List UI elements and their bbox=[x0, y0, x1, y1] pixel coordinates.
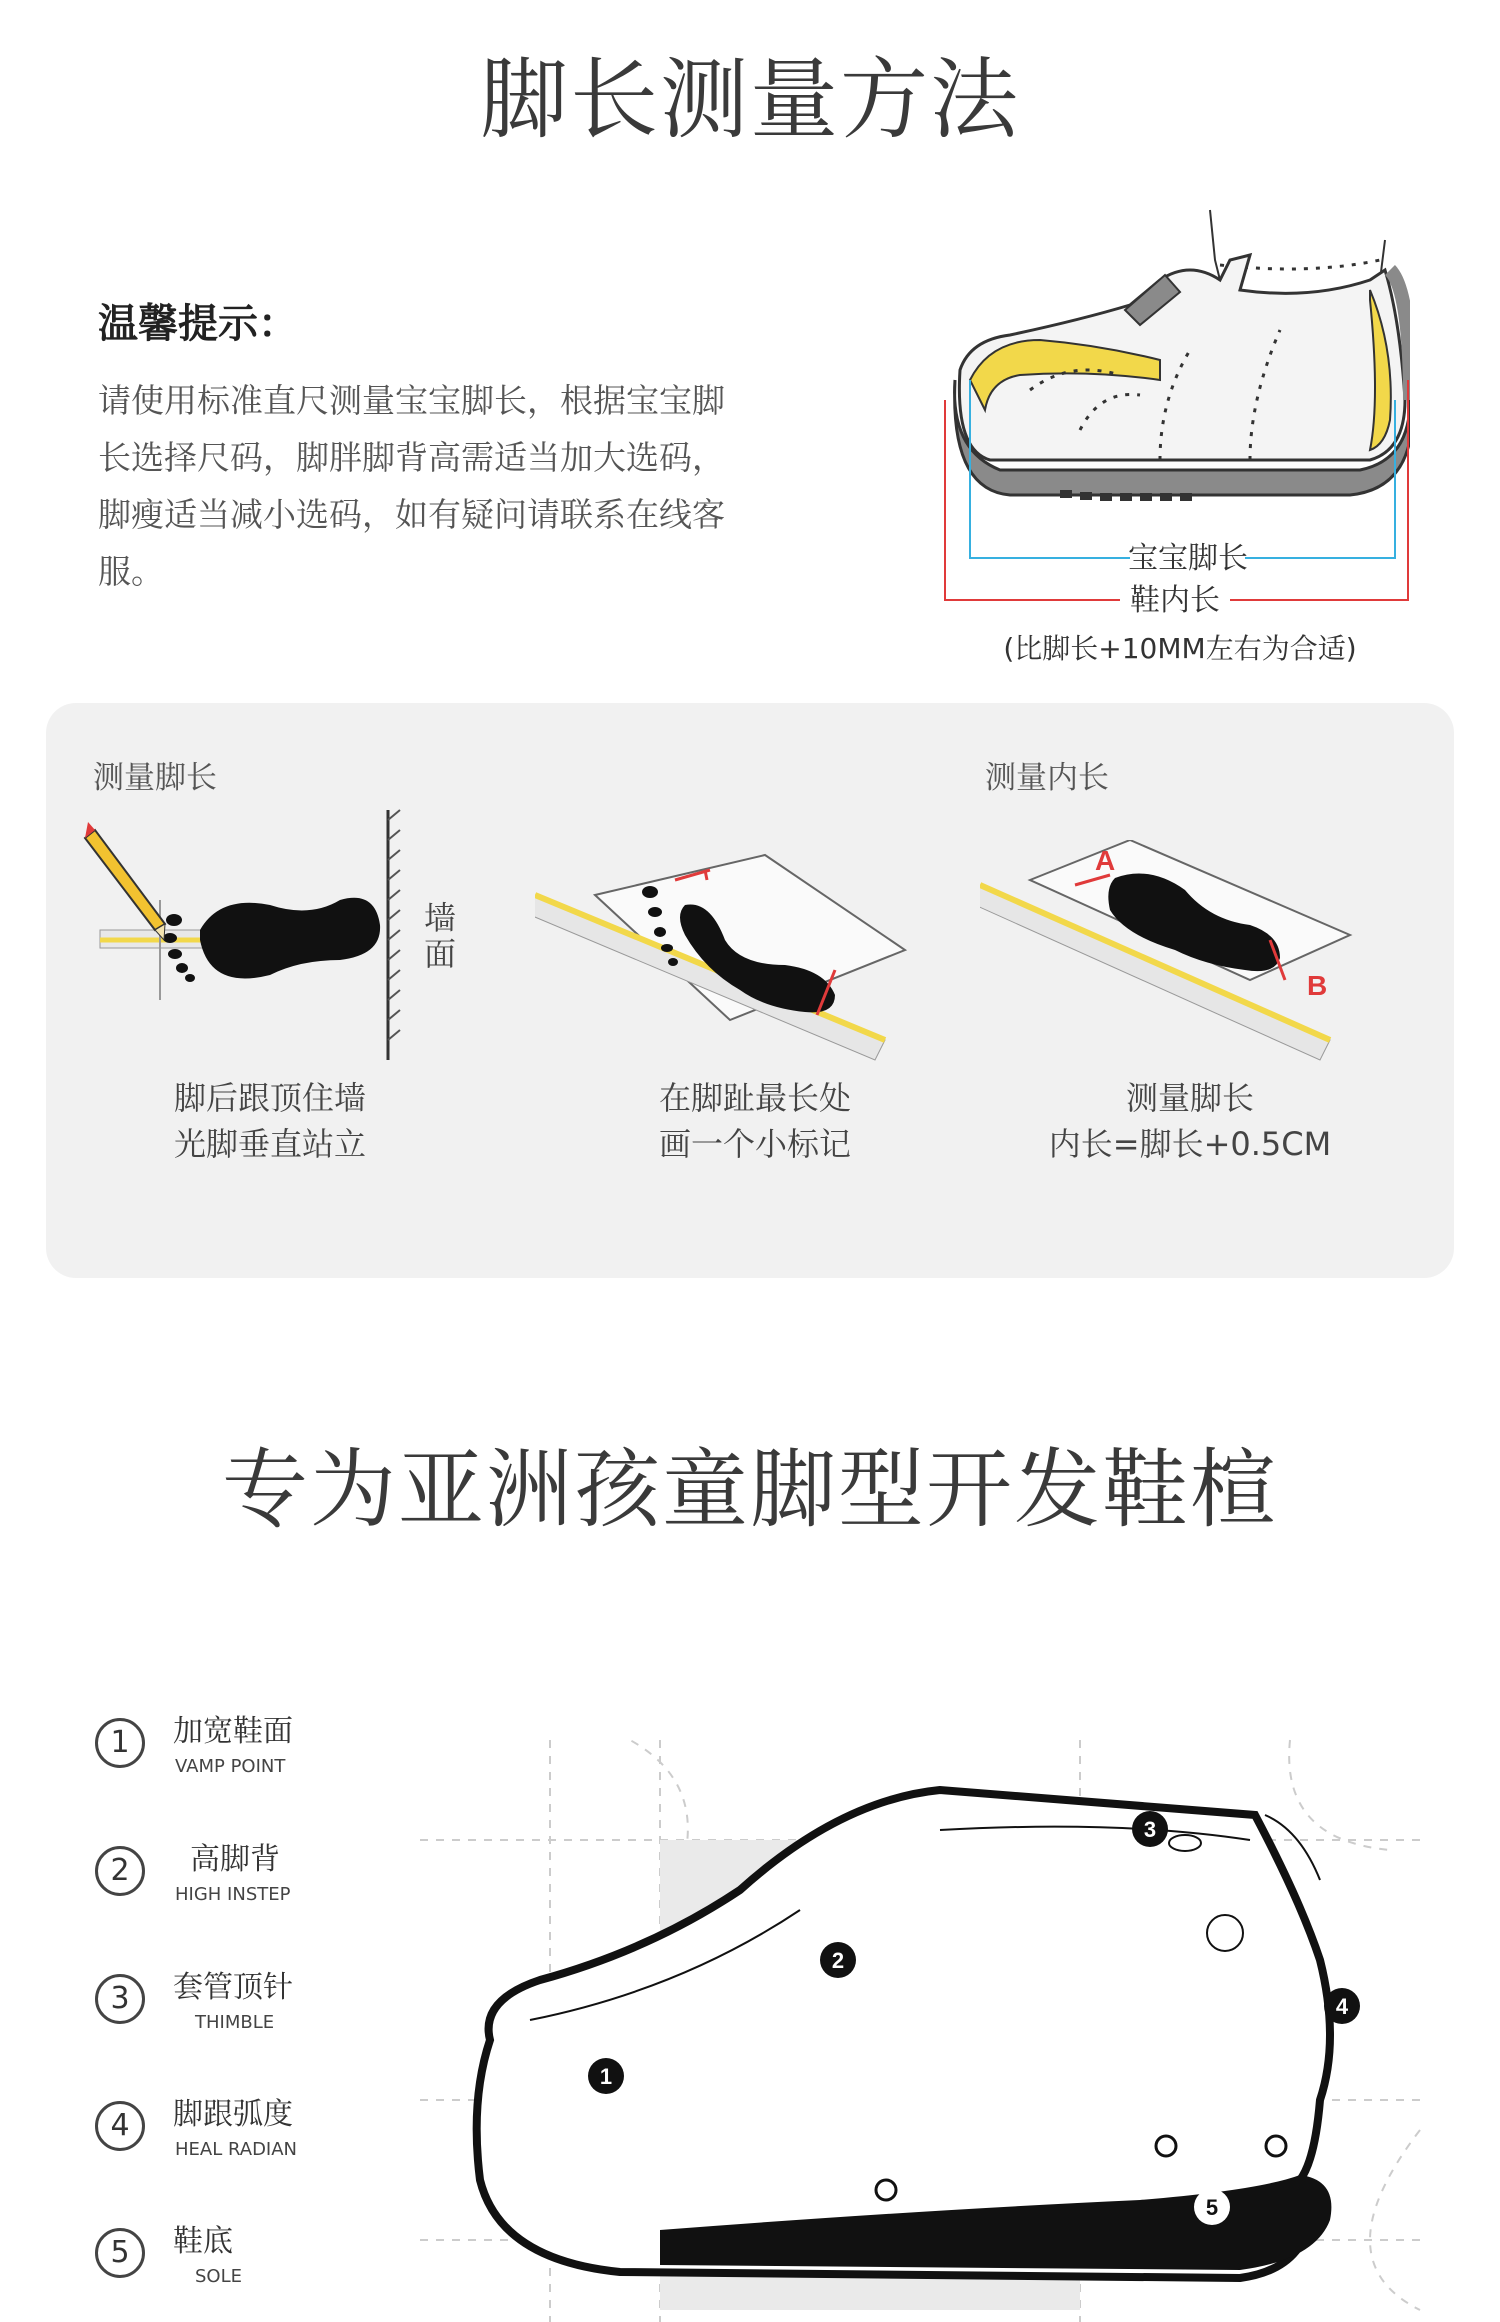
caption-line: 画一个小标记 bbox=[658, 1125, 851, 1163]
wall-label-char: 面 bbox=[424, 935, 457, 973]
mark-a-label: A bbox=[1095, 845, 1116, 876]
feature-name-en: HIGH INSTEP bbox=[175, 1884, 291, 1905]
tip-line: 服。 bbox=[98, 552, 164, 591]
feature-number: 3 bbox=[95, 1974, 145, 2024]
feature-name: 高脚背 bbox=[190, 1842, 280, 1877]
wall-label bbox=[424, 900, 458, 972]
feature-name: 加宽鞋面 bbox=[173, 1714, 293, 1749]
tip-heading: 温馨提示： bbox=[98, 301, 298, 347]
feature-item bbox=[95, 2083, 455, 2193]
step3-illustration bbox=[980, 840, 1360, 1070]
feature-name-en: VAMP POINT bbox=[175, 1756, 286, 1777]
marker-3-label: 3 bbox=[1143, 1817, 1157, 1842]
baby-foot-length-label: 宝宝脚长 bbox=[1128, 541, 1248, 576]
measure-inner-label: 测量内长 bbox=[985, 760, 1109, 796]
step3-caption bbox=[1010, 1075, 1370, 1167]
step1-caption bbox=[120, 1075, 420, 1167]
tip-line: 请使用标准直尺测量宝宝脚长，根据宝宝脚 bbox=[98, 381, 725, 420]
caption-line: 测量脚长 bbox=[1125, 1079, 1254, 1117]
feature-name-en: THIMBLE bbox=[195, 2012, 275, 2033]
step1-illustration bbox=[70, 800, 420, 1070]
caption-line: 内长=脚长+0.5CM bbox=[1048, 1125, 1332, 1163]
feature-number: 2 bbox=[95, 1846, 145, 1896]
tip-line: 脚瘦适当减小选码，如有疑问请联系在线客 bbox=[98, 495, 725, 534]
fit-note: (比脚长+10MM左右为合适) bbox=[1003, 632, 1357, 665]
feature-item bbox=[95, 1700, 455, 1810]
marker-1-label: 1 bbox=[599, 2064, 613, 2089]
feature-number: 1 bbox=[95, 1718, 145, 1768]
caption-line: 在脚趾最长处 bbox=[658, 1079, 851, 1117]
step2-caption bbox=[605, 1075, 905, 1167]
tip-line: 长选择尺码，脚胖脚背高需适当加大选码， bbox=[98, 438, 725, 477]
step2-illustration bbox=[535, 840, 915, 1070]
feature-name-en: SOLE bbox=[195, 2266, 242, 2287]
feature-name: 脚跟弧度 bbox=[173, 2097, 293, 2132]
feature-name: 鞋底 bbox=[173, 2224, 233, 2259]
inner-length-label: 鞋内长 bbox=[1130, 583, 1220, 618]
wall-label-char: 墙 bbox=[424, 899, 457, 937]
marker-4-label: 4 bbox=[1335, 1994, 1349, 2019]
feature-item bbox=[95, 2210, 455, 2320]
feature-name: 套管顶针 bbox=[173, 1970, 293, 2005]
shoe-measure-illustration bbox=[930, 200, 1410, 680]
feature-item bbox=[95, 1956, 455, 2066]
section-title: 专为亚洲孩童脚型开发鞋楦 bbox=[222, 1440, 1278, 1540]
tip-body bbox=[98, 372, 838, 600]
shoe-last-illustration bbox=[420, 1700, 1500, 2322]
feature-number: 5 bbox=[95, 2228, 145, 2278]
mark-b-label: B bbox=[1307, 970, 1328, 1001]
feature-name-en: HEAL RADIAN bbox=[175, 2139, 298, 2160]
caption-line: 光脚垂直站立 bbox=[173, 1125, 366, 1163]
feature-number: 4 bbox=[95, 2101, 145, 2151]
measure-foot-label: 测量脚长 bbox=[93, 760, 217, 796]
marker-5-label: 5 bbox=[1205, 2195, 1219, 2220]
caption-line: 脚后跟顶住墙 bbox=[173, 1079, 366, 1117]
feature-item bbox=[95, 1828, 455, 1938]
marker-2-label: 2 bbox=[831, 1948, 845, 1973]
page-title: 脚长测量方法 bbox=[479, 48, 1020, 151]
